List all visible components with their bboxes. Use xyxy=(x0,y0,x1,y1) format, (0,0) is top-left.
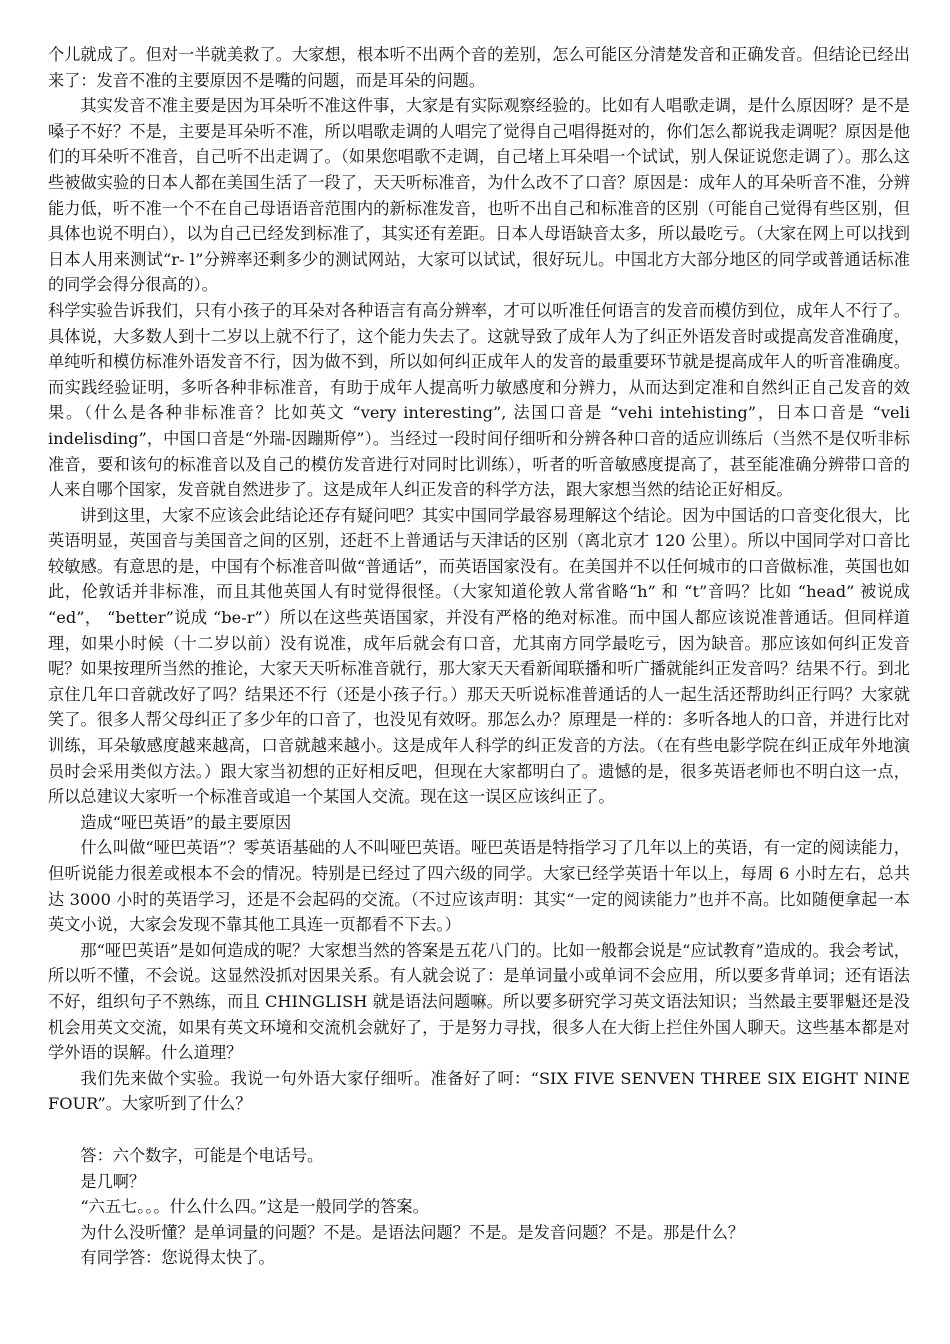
paragraph-2: 其实发音不准主要是因为耳朵听不准这件事，大家是有实际观察经验的。比如有人唱歌走调，是什么原因呀？是不是嗓子不好？不是，主要是耳朵听不准，所以唱歌走调的人唱完了觉得自己唱得挺对的，你们怎么都说我走调呢？原因是他们的耳朵听不准音，自己听不出走调了。（如果您唱歌不走调，自己堵上耳朵唱一个试试，别人保证说您走调了）。那么这些被做实验的日本人都在美国生活了一段了，天天听标准音，为什么改不了口音？原因是：成年人的耳朵听音不准，分辨能力低，听不准一个不在自己母语语音范围内的新标准发音，也听不出自己和标准音的区别（可能自己觉得有些区别，但具体也说不明白），以为自己已经发到标准了，其实还有差距。日本人母语缺音太多，所以最吃亏。（大家在网上可以找到日本人用来测试“r- l”分辨率还剩多少的测试网站，大家可以试试，很好玩儿。中国北方大部分地区的同学或普通话标准的同学会得分很高的）。 xyxy=(48,96,910,295)
dialogue-line-2: 是几啊？ xyxy=(80,1171,146,1191)
paragraph-3: 科学实验告诉我们，只有小孩子的耳朵对各种语言有高分辨率，才可以听准任何语言的发音而模仿到位，成年人不行了。具体说，大多数人到十二岁以上就不行了，这个能力失去了。这就导致了成年人为了纠正外语发音时或提高发音准确度，单纯听和模仿标准外语发音不行，因为做不到，所以如何纠正成年人的发音的最重要环节就是提高成年人的听音准确度。而实践经验证明，多听各种非标准音，有助于成年人提高听力敏感度和分辨力，从而达到定准和自然纠正自己发音的效果。（什么是各种非标准音？比如英文 “very interesting”, 法国口音是 “vehi intehisting”，日本口音是 “veli indelisding”，中国口音是“外瑞-因蹦斯停”）。当经过一段时间仔细听和分辨各种口音的适应训练后（当然不是仅听非标准音，要和该句的标准音以及自己的模仿发音进行对同时比训练），听者的听音敏感度提高了，甚至能准确分辨带口音的人来自哪个国家，发音就自然进步了。这是成年人纠正发音的科学方法，跟大家想当然的结论正好相反。 xyxy=(48,300,910,500)
dialogue-line-1: 答：六个数字，可能是个电话号。 xyxy=(80,1145,324,1165)
section-heading: 造成“哑巴英语”的最主要原因 xyxy=(80,812,292,832)
dialogue-line-5: 有同学答：您说得太快了。 xyxy=(80,1248,275,1268)
dialogue-line-3: “六五七。。。什么什么四。”这是一般同学的答案。 xyxy=(80,1197,429,1217)
paragraph-6: 那“哑巴英语”是如何造成的呢？大家想当然的答案是五花八门的。比如一般都会说是“应试教育”造成的。我会考试，所以听不懂，不会说。这显然没抓对因果关系。有人就会说了：是单词量小或单词不会应用，所以要多背单词；还有语法不好，组织句子不熟练，而且 CHINGLISH 就是语法问题嘛。所以要多研究学习英文语法知识；当然最主要罪魁还是没机会用英文交流，如果有英文环境和交流机会就好了，于是努力寻找，很多人在大街上拦住外国人聊天。这些基本都是对学外语的误解。什么道理？ xyxy=(48,940,910,1063)
paragraph-1: 个儿就成了。但对一半就美救了。大家想，根本听不出两个音的差别，怎么可能区分清楚发音和正确发音。但结论已经出来了：发音不准的主要原因不是嘴的问题，而是耳朵的问题。 xyxy=(48,45,910,90)
dialogue-line-4: 为什么没听懂？是单词量的问题？不是。是语法问题？不是。是发音问题？不是。那是什么？ xyxy=(80,1222,745,1242)
paragraph-7: 我们先来做个实验。我说一句外语大家仔细听。准备好了呵：“SIX FIVE SENVEN THREE SIX EIGHT NINE FOUR”。大家听到了什么？ xyxy=(48,1068,910,1114)
blank-line xyxy=(48,1117,910,1143)
document-page xyxy=(48,42,910,1271)
paragraph-5: 什么叫做“哑巴英语”？零英语基础的人不叫哑巴英语。哑巴英语是特指学习了几年以上的英语，有一定的阅读能力，但听说能力很差或根本不会的情况。特别是已经过了四六级的同学。大家已经学英语十年以上，每周 6 小时左右，总共达 3000 小时的英语学习，还是不会起码的交流。（不过应该声明：其实“一定的阅读能力”也并不高。比如随便拿起一本英文小说，大家会发现不靠其他工具连一页都看不下去。） xyxy=(48,838,910,935)
paragraph-4: 讲到这里，大家不应该会此结论还存有疑问吧？其实中国同学最容易理解这个结论。因为中国话的口音变化很大，比英语明显，英国音与美国音之间的区别，还赶不上普通话与天津话的区别（离北京才 120 公里）。所以中国同学对口音比较敏感。有意思的是，中国有个标准音叫做“普通话”，而英语国家没有。在美国并不以任何城市的口音做标准，英国也如此，伦敦话并非标准，而且其他英国人有时觉得很怪。（大家知道伦敦人常省略“h” 和 “t”音吗？比如 “head” 被说成 “ed”， “better”说成 “be-r”）所以在这些英语国家，并没有严格的绝对标准。而中国人都应该说准普通话。但同样道理，如果小时候（十二岁以前）没有说准，成年后就会有口音，尤其南方同学最吃亏，因为缺音。那应该如何纠正发音呢？如果按理所当然的推论，大家天天听标准音就行，那大家天天看新闻联播和听广播就能纠正发音吗？结果不行。到北京住几年口音就改好了吗？结果还不行（还是小孩子行。）那天天听说标准普通话的人一起生活还帮助纠正行吗？大家就笑了。很多人帮父母纠正了多少年的口音了，也没见有效呀。那怎么办？原理是一样的：多听各地人的口音，并进行比对训练，耳朵敏感度越来越高，口音就越来越小。这是成年人科学的纠正发音的方法。（在有些电影学院在纠正成年外地演员时会采用类似方法。）跟大家当初想的正好相反吧，但现在大家都明白了。遗憾的是，很多英语老师也不明白这一点，所以总建议大家听一个标准音或追一个某国人交流。现在这一误区应该纠正了。 xyxy=(48,505,910,807)
